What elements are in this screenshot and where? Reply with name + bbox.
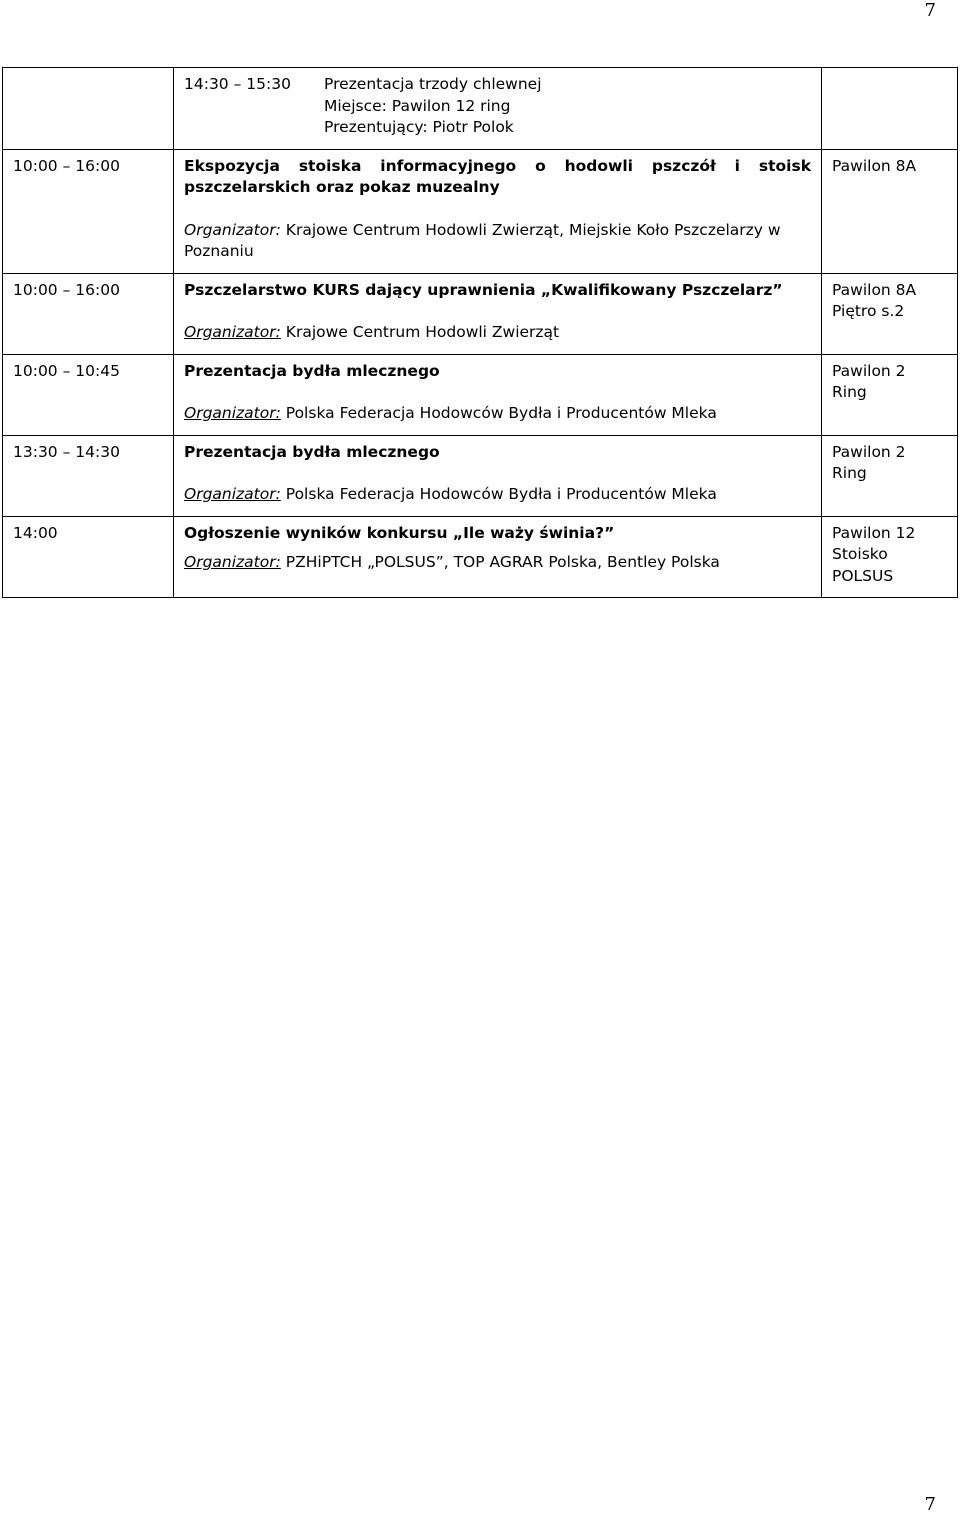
place-line: Pawilon 2 [832,361,906,380]
organizer-line [184,322,811,344]
organizer-line [184,403,811,425]
place-cell [822,354,958,435]
organizer-label: Organizator: [184,220,281,239]
time-cell: 10:00 – 16:00 [3,149,174,273]
place-line: Ring [832,464,867,482]
event-cell [174,516,822,598]
time-cell: 14:00 [3,516,174,598]
place-line: Stoisko [832,545,888,563]
event-title: Prezentacja trzody chlewnej [324,75,542,93]
table-row [3,354,958,435]
place-cell [822,149,958,273]
event-cell [174,149,822,273]
table-row [3,68,958,150]
event-schedule-table [2,67,958,598]
place-line: Pawilon 8A [832,280,917,299]
event-title: Prezentacja bydła mlecznego [184,361,440,380]
organizer-line [184,484,811,506]
table-row [3,435,958,516]
place-cell [822,273,958,354]
event-cell [174,435,822,516]
event-title: Ogłoszenie wyników konkursu „Ile waży świnia?” [184,523,615,542]
event-time: 14:30 – 15:30 [184,75,291,93]
event-cell [174,273,822,354]
organizer-line [184,220,811,263]
page-number-bottom: 7 [924,1494,936,1515]
organizer-name: Polska Federacja Hodowców Bydła i Producentów Mleka [285,485,717,503]
table-row [3,516,958,598]
time-cell: 13:30 – 14:30 [3,435,174,516]
event-title: Prezentacja bydła mlecznego [184,442,440,461]
organizer-label: Organizator: [184,553,281,571]
organizer-name: Krajowe Centrum Hodowli Zwierząt, Miejskie Koło Pszczelarzy w Poznaniu [184,220,781,260]
place-cell [822,68,958,150]
organizer-name: Polska Federacja Hodowców Bydła i Producentów Mleka [285,404,717,422]
page-number-top: 7 [924,0,936,21]
time-cell: 10:00 – 16:00 [3,273,174,354]
event-location: Miejsce: Pawilon 12 ring [324,96,511,115]
event-cell [174,68,822,150]
table-row [3,149,958,273]
place-line: Ring [832,383,867,401]
place-line: Pawilon 12 [832,523,916,542]
time-cell [3,68,174,150]
event-presenter: Prezentujący: Piotr Polok [324,118,514,136]
place-cell [822,435,958,516]
place-line: POLSUS [832,566,894,585]
event-title: Pszczelarstwo KURS dający uprawnienia „Kwalifikowany Pszczelarz” [184,280,783,299]
organizer-name: Krajowe Centrum Hodowli Zwierząt [285,323,560,341]
place-line: Pawilon 2 [832,442,906,461]
event-cell [174,354,822,435]
organizer-name: PZHiPTCH „POLSUS”, TOP AGRAR Polska, Bentley Polska [285,553,720,571]
place-line: Pawilon 8A [832,156,917,175]
table-row [3,273,958,354]
time-cell: 10:00 – 10:45 [3,354,174,435]
place-line: Piętro s.2 [832,302,905,320]
organizer-line [184,552,811,574]
organizer-label: Organizator: [184,323,281,341]
organizer-label: Organizator: [184,485,281,503]
event-title: Ekspozycja stoiska informacyjnego o hodowli pszczół i stoisk pszczelarskich oraz pokaz muzealny [184,156,811,196]
organizer-label: Organizator: [184,404,281,422]
place-cell [822,516,958,598]
